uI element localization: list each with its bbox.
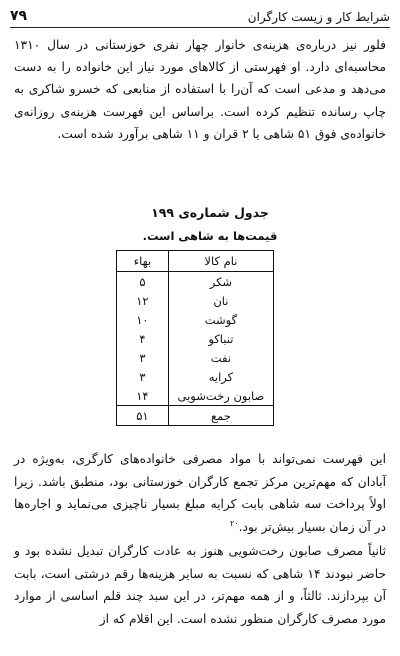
table-row — [117, 348, 274, 367]
table-row — [117, 291, 274, 310]
column-header-price: بهاء — [117, 251, 169, 272]
table-row — [117, 310, 274, 329]
price-cell: ۳ — [139, 350, 146, 365]
table-title: جدول شماره‌ی ۱۹۹ — [151, 205, 269, 220]
price-cell: ۱۲ — [136, 293, 149, 308]
paragraph-continuation: ثانیاً مصرف صابون رخت‌شویی هنوز به عادت کارگران تبدیل نشده بود و حاضر نبودند ۱۴ شاهی که نسبت به سایر هزینه‌ها رقم درشتی است، بابت آن بپردازند. ثالثاً، و از همه مهم‌تر، در این سبد چند قلم اساسی از موارد مورد مصرف کارگران منظور نشده است. این اقلام که از — [14, 544, 386, 626]
total-label-cell: جمع — [168, 406, 273, 426]
paragraph-intro: فلور نیز درباره‌ی هزینه‌ی خانوار چهار نفری خوزستانی در سال ۱۳۱۰ محاسبه‌ای دارد. او فهرستی از کالاهای مورد نیاز این خانواده را به دست می‌دهد و مدعی است که آن‌را با استفاده از منابعی که خسرو شاکری به چاپ رسانده تنظیم کرده است. براساس این فهرست هزینه‌ی روزانه‌ی خانواده‌ی فوق ۵۱ شاهی یا ۲ قران و ۱۱ شاهی برآورد شده است. — [14, 38, 386, 141]
table-header-row — [117, 251, 274, 272]
price-cell: ۴ — [139, 331, 146, 346]
table-row — [117, 367, 274, 386]
table-total-row — [117, 406, 274, 426]
item-cell: کرایه — [168, 367, 273, 386]
item-cell: نان — [168, 291, 273, 310]
item-cell: تنباکو — [168, 329, 273, 348]
price-cell: ۱۴ — [136, 388, 149, 403]
paragraph-critique — [14, 448, 386, 538]
running-header — [10, 6, 390, 28]
price-cell: ۱۰ — [136, 312, 149, 327]
page-number: ۷۹ — [10, 8, 28, 24]
price-table — [116, 250, 274, 426]
item-cell: شکر — [168, 272, 273, 292]
table-row — [117, 386, 274, 406]
table-row — [117, 329, 274, 348]
running-title: شرایط کار و زیست کارگران — [247, 10, 390, 24]
total-value-cell: ۵۱ — [117, 406, 169, 426]
price-cell: ۳ — [139, 369, 146, 384]
price-cell: ۵ — [139, 274, 146, 289]
table-subtitle: قیمت‌ها به شاهی است. — [142, 229, 278, 243]
item-cell: صابون رخت‌شویی — [168, 386, 273, 406]
footnote-marker: ۲۰ — [230, 518, 239, 528]
column-header-item: نام کالا — [168, 251, 273, 272]
item-cell: نفت — [168, 348, 273, 367]
paragraph-critique-text: این فهرست نمی‌تواند با مواد مصرفی خانواده‌های کارگری، به‌ویژه در آبادان که مهم‌ترین مرکز تجمع کارگران خوزستانی بود، منطبق باشد. زیرا اولاً پرداخت سه شاهی بابت کرایه مبلغ بسیار ناچیزی می‌نماید و اجاره‌ها در آن زمان بسیار بیش‌تر بود. — [14, 452, 386, 534]
table-row — [117, 272, 274, 292]
item-cell: گوشت — [168, 310, 273, 329]
